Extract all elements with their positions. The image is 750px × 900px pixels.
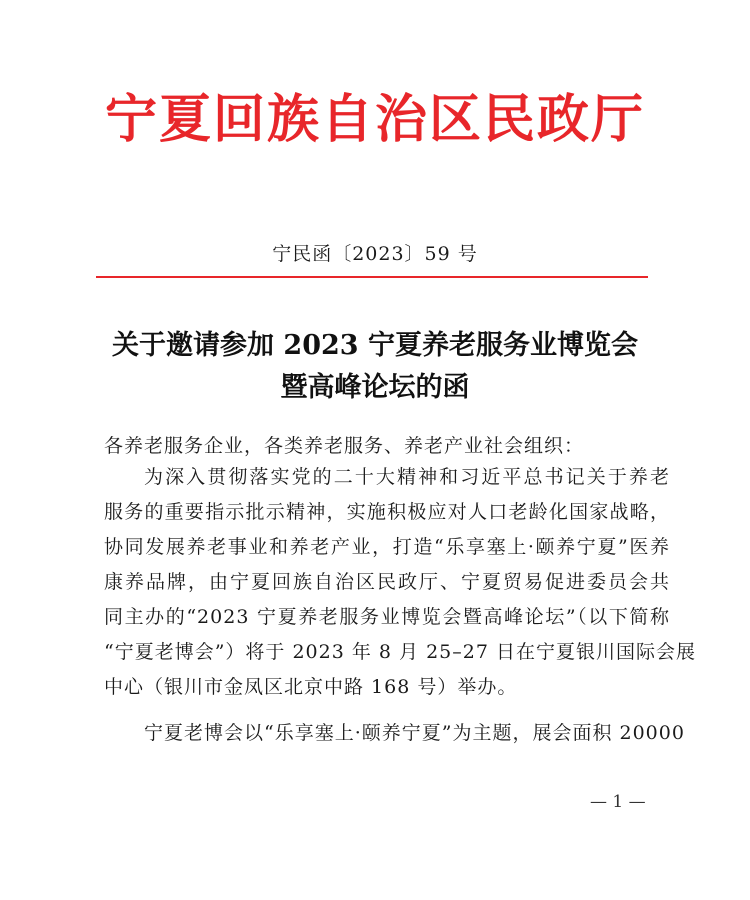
document-title-line: 关于邀请参加 2023 宁夏养老服务业博览会	[112, 330, 638, 361]
paragraph-line: “宁夏老博会”）将于 2023 年 8 月 25–27 日在宁夏银川国际会展	[104, 641, 696, 663]
paragraph-line: 中心（银川市金凤区北京中路 168 号）举办。	[104, 676, 518, 698]
document-title	[60, 325, 690, 409]
paragraph-line: 服务的重要指示批示精神，实施积极应对人口老龄化国家战略，	[104, 501, 670, 523]
page-number: — 1 —	[590, 792, 646, 812]
salutation: 各养老服务企业，各类养老服务、养老产业社会组织：	[104, 435, 585, 457]
red-divider-line	[96, 276, 648, 278]
paragraph-line: 宁夏老博会以“乐享塞上·颐养宁夏”为主题，展会面积 20000	[144, 722, 685, 744]
paragraph-line: 协同发展养老事业和养老产业，打造“乐享塞上·颐养宁夏”医养	[104, 536, 670, 558]
document-number: 宁民函〔2023〕59 号	[272, 243, 478, 265]
body-paragraph-1	[104, 460, 696, 705]
document-title-line: 暨高峰论坛的函	[280, 372, 470, 403]
agency-letterhead: 宁夏回族自治区民政厅	[104, 89, 645, 150]
paragraph-line: 同主办的“2023 宁夏养老服务业博览会暨高峰论坛”（以下简称	[104, 606, 670, 628]
paragraph-line: 为深入贯彻落实党的二十大精神和习近平总书记关于养老	[144, 466, 670, 488]
body-paragraph-2	[104, 716, 685, 751]
paragraph-line: 康养品牌，由宁夏回族自治区民政厅、宁夏贸易促进委员会共	[104, 571, 670, 593]
